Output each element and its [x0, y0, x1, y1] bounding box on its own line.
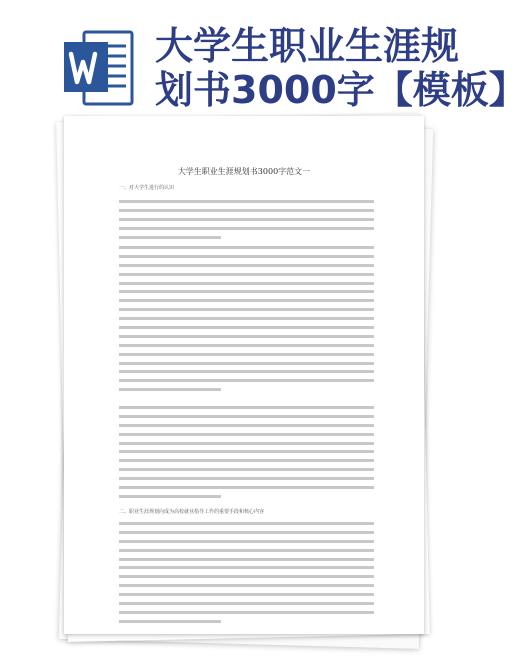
title-line-1: 大学生职业生涯规 — [155, 24, 460, 68]
body-text-block-4 — [119, 522, 374, 629]
title-line-2: 划书3000字【模板】 — [155, 68, 527, 112]
body-text-block-3 — [119, 406, 374, 504]
section-heading-1: 一、对大学生进行的认识 — [119, 185, 175, 191]
page-title — [155, 24, 527, 112]
body-text-block-2 — [119, 246, 374, 397]
document-heading: 大学生职业生涯规划书3000字范文一 — [177, 167, 311, 176]
body-text-block-1 — [119, 200, 374, 244]
front-sheet — [64, 116, 424, 634]
word-document-icon — [62, 30, 134, 106]
section-heading-2: 二、职业生涯规划向成为高校就业指导工作的重要手段和核心内容 — [119, 509, 265, 515]
banner — [0, 0, 527, 118]
document-preview — [58, 112, 430, 647]
